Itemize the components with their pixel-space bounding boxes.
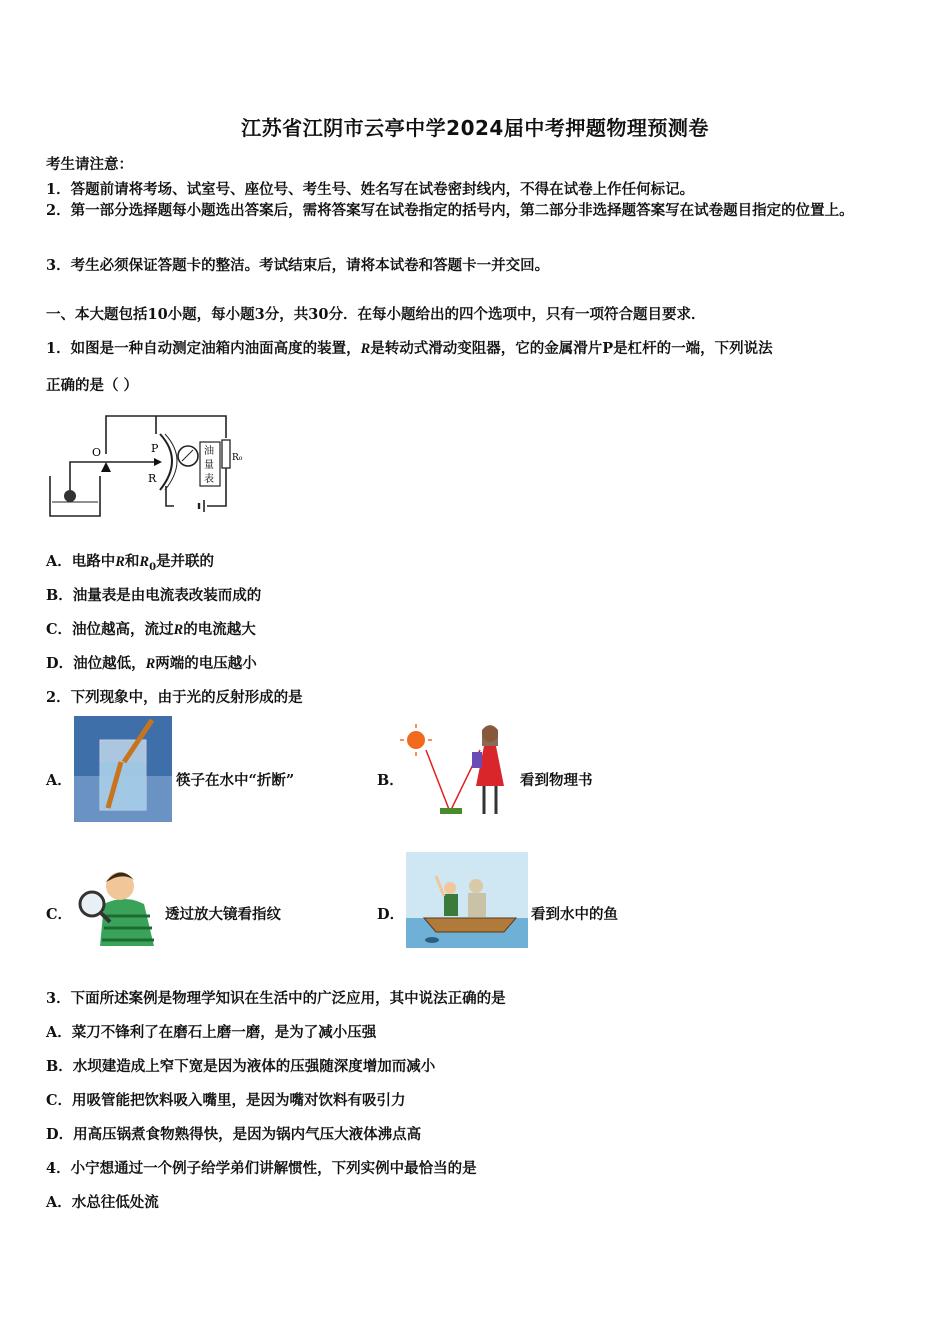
light-rays [426,750,480,812]
label-r0: R₀ [232,453,243,463]
q3-option-c: C．用吸管能把饮料吸入嘴里，是因为嘴对饮料有吸引力 [46,1092,406,1109]
see-physics-book-image [400,720,518,822]
q1-stem-part-b: 是转动式滑动变阻器，它的金属滑片P是杠杆的一端，下列说法 [370,340,773,357]
girl-backpack [472,752,482,768]
person-2-body [468,893,486,917]
q1-option-c-part-a: C．油位越高，流过 [46,621,174,638]
chopsticks-in-water-image [74,716,172,822]
person-2-head [469,879,483,893]
slider-arrow [154,458,162,466]
meter-char-1: 油 [204,446,214,457]
see-fish-in-water-image [406,852,528,948]
notice-heading: 考生请注意： [46,156,133,173]
notice-item-2: 2．第一部分选择题每小题选出答案后，需将答案写在试卷指定的括号内，第二部分非选择题答案写在试卷题目指定的位置上。 [46,202,854,219]
q4-stem: 4．小宁想通过一个例子给学弟们讲解惯性，下列实例中最恰当的是 [46,1160,477,1177]
notice-item-1: 1．答题前请将考场、试室号、座位号、考生号、姓名写在试卷密封线内，不得在试卷上作任何标记。 [46,181,695,198]
q1-option-d-part-a: D．油位越低， [46,655,146,672]
q1-option-a-part-c: 是并联的 [156,553,215,570]
notice-item-3: 3．考生必须保证答题卡的整洁。考试结束后，请将本试卷和答题卡一并交回。 [46,257,550,274]
q2-option-a-text: 筷子在水中“折断” [176,772,295,789]
person-1-body [444,894,458,916]
q1-option-a-part-a: A．电路中 [46,553,116,570]
q2-option-d-text: 看到水中的鱼 [531,906,618,923]
q3-option-a: A．菜刀不锋利了在磨石上磨一磨，是为了减小压强 [46,1024,377,1041]
q1-option-d-part-b: 两端的电压越小 [155,655,257,672]
girl-hair [482,725,498,746]
q1-option-a [46,550,214,573]
q1-stem-var: R [360,341,371,357]
q1-option-c-var: R [173,622,184,638]
sun [407,731,425,749]
oil-gauge-circuit-diagram [44,410,254,522]
q1-option-a-subscript: 0 [149,561,157,573]
label-o: O [92,446,102,459]
meter-needle [182,450,193,461]
q1-stem [46,337,773,358]
q2-option-c-label: C． [46,906,73,923]
q1-option-a-part-b: 和 [124,553,140,570]
q3-option-b: B．水坝建造成上窄下宽是因为液体的压强随深度增加而减小 [46,1058,436,1075]
magnifier-fingerprint-image [74,864,160,946]
q1-option-c-part-b: 的电流越大 [183,621,256,638]
section-heading: 一、本大题包括10小题，每小题3分，共30分．在每小题给出的四个选项中，只有一项符合题目要求． [46,306,706,323]
q2-option-d-label: D． [377,906,405,923]
q2-option-b-label: B． [377,772,404,789]
q2-stem: 2．下列现象中，由于光的反射形成的是 [46,689,303,706]
meter-char-3: 表 [204,474,214,485]
book [440,808,462,814]
q1-stem-cont: 正确的是（ ） [46,377,139,394]
page-title: 江苏省江阴市云亭中学2024届中考押题物理预测卷 [241,116,709,140]
right-wire [207,498,226,506]
boat [424,918,516,932]
q4-option-a: A．水总往低处流 [46,1194,159,1211]
meter-dial [178,446,198,466]
q1-option-d-var: R [145,656,156,672]
q1-stem-part-a: 1．如图是一种自动测定油箱内油面高度的装置， [46,340,361,357]
person-1-head [444,882,456,894]
q2-option-a-label: A． [46,772,72,789]
pivot-triangle [101,462,111,472]
q1-option-b: B．油量表是由电流表改装而成的 [46,587,262,604]
q1-option-a-var-2: R [139,554,150,570]
label-r: R [148,472,157,485]
float-ball [64,490,76,502]
q1-option-d [46,652,257,673]
q1-option-a-var-1: R [115,554,125,570]
meter-char-2: 量 [204,460,214,471]
q3-option-d: D．用高压锅煮食物熟得快，是因为锅内气压大液体沸点高 [46,1126,422,1143]
left-wire [166,486,174,506]
q1-option-c [46,618,256,639]
fish [425,937,439,943]
r0-resistor [222,440,230,468]
label-p: P [151,442,159,455]
q2-option-c-text: 透过放大镜看指纹 [165,906,281,923]
lever-rod [70,462,156,492]
q3-stem: 3．下面所述案例是物理学知识在生活中的广泛应用，其中说法正确的是 [46,990,506,1007]
q2-option-b-text: 看到物理书 [520,772,593,789]
